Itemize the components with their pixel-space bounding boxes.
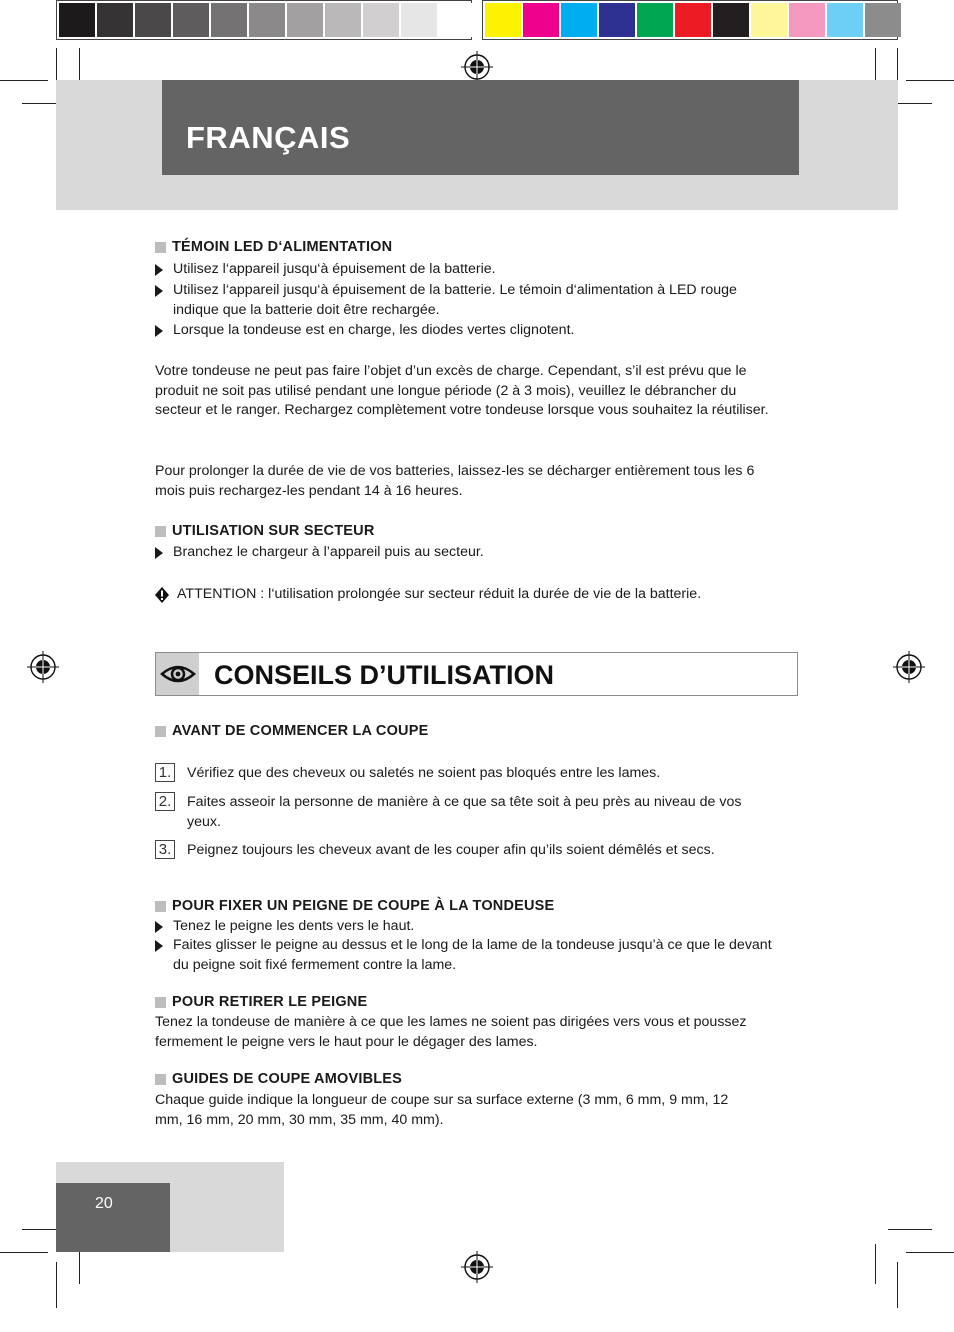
section-heading-fixer: POUR FIXER UN PEIGNE DE COUPE À LA TONDEUSE xyxy=(155,898,554,914)
triangle-bullet-icon xyxy=(155,940,163,952)
crop-mark xyxy=(906,80,954,81)
color-swatch xyxy=(325,3,361,37)
color-swatch xyxy=(751,3,787,37)
color-swatch xyxy=(249,3,285,37)
triangle-bullet-icon xyxy=(155,264,163,276)
crop-mark xyxy=(875,1244,876,1284)
list-item: Faites glisser le peigne au dessus et le long de la lame de la tondeuse jusqu’à ce que le devant du peigne soit fixé fermement contre la lame. xyxy=(155,936,775,975)
paragraph: Chaque guide indique la longueur de coupe sur sa surface externe (3 mm, 6 mm, 9 mm, 12 mm, 16 mm, 20 mm, 30 mm, 35 mm, 40 mm). xyxy=(155,1092,729,1128)
color-swatch xyxy=(135,3,171,37)
section-title-conseils: CONSEILS D’UTILISATION xyxy=(214,660,555,690)
color-swatch xyxy=(59,3,95,37)
warning-note: ATTENTION : l‘utilisation prolongée sur secteur réduit la durée de vie de la batterie. xyxy=(155,585,701,605)
color-swatches xyxy=(484,0,902,40)
grayscale-swatches xyxy=(58,0,476,40)
crop-mark xyxy=(906,1252,954,1253)
registration-target-icon xyxy=(27,651,59,683)
list-item: Branchez le chargeur à l’appareil puis au secteur. xyxy=(155,543,775,563)
color-swatch xyxy=(211,3,247,37)
color-swatch xyxy=(827,3,863,37)
square-bullet-icon xyxy=(155,526,166,537)
list-item: Utilisez l‘appareil jusqu‘à épuisement de la batterie. Le témoin d‘alimentation à LED rouge indique que la batterie doit être rechargée. xyxy=(155,281,775,320)
section-heading-guides: GUIDES DE COUPE AMOVIBLES xyxy=(155,1071,402,1087)
color-swatch xyxy=(363,3,399,37)
color-swatch xyxy=(675,3,711,37)
color-swatch xyxy=(789,3,825,37)
triangle-bullet-icon xyxy=(155,547,163,559)
section-heading-secteur: UTILISATION SUR SECTEUR xyxy=(155,523,375,539)
crop-mark xyxy=(897,1262,898,1308)
color-swatch xyxy=(561,3,597,37)
page-number: 20 xyxy=(95,1195,113,1212)
color-swatch xyxy=(401,3,437,37)
color-swatch xyxy=(637,3,673,37)
list-item: Lorsque la tondeuse est en charge, les diodes vertes clignotent. xyxy=(155,321,775,341)
list-item: Tenez le peigne les dents vers le haut. xyxy=(155,917,775,937)
paragraph: Tenez la tondeuse de manière à ce que les lames ne soient pas dirigées vers vous et poussez fermement le peigne vers le haut pour le dégager des lames. xyxy=(155,1014,747,1050)
crop-mark xyxy=(888,1229,932,1230)
color-swatch xyxy=(439,3,475,37)
color-swatch xyxy=(599,3,635,37)
crop-mark xyxy=(0,80,48,81)
list-item: Utilisez l‘appareil jusqu‘à épuisement de la batterie. xyxy=(155,260,775,280)
color-swatch xyxy=(523,3,559,37)
registration-target-icon xyxy=(461,1251,493,1283)
color-swatch xyxy=(287,3,323,37)
eye-icon xyxy=(160,662,196,686)
section-heading-retirer: POUR RETIRER LE PEIGNE xyxy=(155,994,367,1010)
color-swatch xyxy=(97,3,133,37)
square-bullet-icon xyxy=(155,242,166,253)
triangle-bullet-icon xyxy=(155,921,163,933)
section-heading-avant: AVANT DE COMMENCER LA COUPE xyxy=(155,723,428,739)
color-swatch xyxy=(173,3,209,37)
paragraph: Votre tondeuse ne peut pas faire l’objet d’un excès de charge. Cependant, s’il est prévu que le produit ne soit pas utilisé pendant une longue période (2 à 3 mois), veuillez le débrancher du secteur et le ranger. Rechargez complètement votre tondeuse lorsque vous souhaitez la réutiliser. xyxy=(155,363,769,418)
square-bullet-icon xyxy=(155,997,166,1008)
triangle-bullet-icon xyxy=(155,325,163,337)
color-swatch xyxy=(865,3,901,37)
page-number-band xyxy=(56,1183,170,1252)
triangle-bullet-icon xyxy=(155,285,163,297)
section-heading-led: TÉMOIN LED D‘ALIMENTATION xyxy=(155,239,392,255)
crop-mark xyxy=(0,1252,48,1253)
crop-mark xyxy=(56,1262,57,1308)
color-swatch xyxy=(485,3,521,37)
registration-target-icon xyxy=(893,651,925,683)
color-swatch xyxy=(713,3,749,37)
square-bullet-icon xyxy=(155,901,166,912)
registration-target-icon xyxy=(461,51,493,83)
square-bullet-icon xyxy=(155,726,166,737)
page-title: FRANÇAIS xyxy=(186,120,351,155)
warning-icon xyxy=(155,587,169,603)
square-bullet-icon xyxy=(155,1074,166,1085)
paragraph: Pour prolonger la durée de vie de vos batteries, laissez-les se décharger entièrement tous les 6 mois puis rechargez-les pendant 14 à 16 heures. xyxy=(155,463,755,499)
